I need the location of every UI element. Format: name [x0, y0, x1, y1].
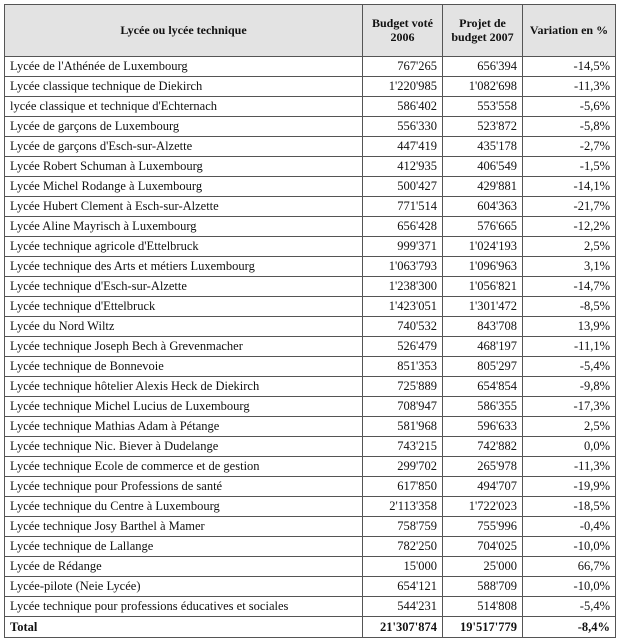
school-name-cell: Lycée de l'Athénée de Luxembourg	[5, 57, 363, 77]
header-projet-2007: Projet de budget 2007	[443, 5, 523, 57]
header-budget-2006: Budget voté 2006	[363, 5, 443, 57]
budget-2006-cell: 743'215	[363, 437, 443, 457]
school-name-cell: Lycée technique Nic. Biever à Dudelange	[5, 437, 363, 457]
projet-2007-cell: 604'363	[443, 197, 523, 217]
projet-2007-cell: 514'808	[443, 597, 523, 617]
table-row	[5, 337, 616, 357]
budget-2006-cell: 758'759	[363, 517, 443, 537]
school-name-cell: Lycée technique d'Esch-sur-Alzette	[5, 277, 363, 297]
table-row	[5, 357, 616, 377]
school-name-cell: Lycée du Nord Wiltz	[5, 317, 363, 337]
projet-2007-cell: 429'881	[443, 177, 523, 197]
school-name-cell: Lycée technique pour professions éducatives et sociales	[5, 597, 363, 617]
projet-2007-cell: 654'854	[443, 377, 523, 397]
table-header-row	[5, 5, 616, 57]
table-row	[5, 177, 616, 197]
projet-2007-cell: 656'394	[443, 57, 523, 77]
variation-cell: -19,9%	[523, 477, 616, 497]
school-name-cell: Lycée Michel Rodange à Luxembourg	[5, 177, 363, 197]
table-row	[5, 597, 616, 617]
budget-2006-cell: 767'265	[363, 57, 443, 77]
table-body	[5, 57, 616, 617]
variation-cell: -10,0%	[523, 537, 616, 557]
budget-2006-cell: 999'371	[363, 237, 443, 257]
table-row	[5, 317, 616, 337]
table-row	[5, 217, 616, 237]
budget-2006-cell: 1'238'300	[363, 277, 443, 297]
budget-2006-cell: 15'000	[363, 557, 443, 577]
variation-cell: -21,7%	[523, 197, 616, 217]
variation-cell: -1,5%	[523, 157, 616, 177]
projet-2007-cell: 553'558	[443, 97, 523, 117]
projet-2007-cell: 755'996	[443, 517, 523, 537]
total-label: Total	[5, 617, 363, 638]
variation-cell: 2,5%	[523, 417, 616, 437]
budget-2006-cell: 725'889	[363, 377, 443, 397]
variation-cell: 3,1%	[523, 257, 616, 277]
variation-cell: -18,5%	[523, 497, 616, 517]
table-row	[5, 77, 616, 97]
table-row	[5, 457, 616, 477]
variation-cell: -10,0%	[523, 577, 616, 597]
table-row	[5, 137, 616, 157]
school-name-cell: Lycée de Rédange	[5, 557, 363, 577]
budget-2006-cell: 500'427	[363, 177, 443, 197]
table-row	[5, 497, 616, 517]
school-name-cell: Lycée technique Ecole de commerce et de gestion	[5, 457, 363, 477]
school-name-cell: Lycée de garçons d'Esch-sur-Alzette	[5, 137, 363, 157]
school-name-cell: Lycée Hubert Clement à Esch-sur-Alzette	[5, 197, 363, 217]
budget-table	[4, 4, 616, 638]
table-row	[5, 157, 616, 177]
variation-cell: -11,3%	[523, 457, 616, 477]
projet-2007-cell: 468'197	[443, 337, 523, 357]
school-name-cell: Lycée technique pour Professions de santé	[5, 477, 363, 497]
budget-2006-cell: 526'479	[363, 337, 443, 357]
projet-2007-cell: 596'633	[443, 417, 523, 437]
projet-2007-cell: 1'024'193	[443, 237, 523, 257]
school-name-cell: Lycée Aline Mayrisch à Luxembourg	[5, 217, 363, 237]
budget-2006-cell: 708'947	[363, 397, 443, 417]
projet-2007-cell: 1'722'023	[443, 497, 523, 517]
school-name-cell: Lycée technique de Lallange	[5, 537, 363, 557]
school-name-cell: Lycée technique Josy Barthel à Mamer	[5, 517, 363, 537]
variation-cell: 2,5%	[523, 237, 616, 257]
budget-2006-cell: 740'532	[363, 317, 443, 337]
table-row	[5, 197, 616, 217]
school-name-cell: lycée classique et technique d'Echternach	[5, 97, 363, 117]
table-row	[5, 517, 616, 537]
variation-cell: -5,8%	[523, 117, 616, 137]
school-name-cell: Lycée technique de Bonnevoie	[5, 357, 363, 377]
variation-cell: -9,8%	[523, 377, 616, 397]
variation-cell: -12,2%	[523, 217, 616, 237]
total-projet-2007: 19'517'779	[443, 617, 523, 638]
school-name-cell: Lycée technique Mathias Adam à Pétange	[5, 417, 363, 437]
variation-cell: -5,4%	[523, 357, 616, 377]
school-name-cell: Lycée-pilote (Neie Lycée)	[5, 577, 363, 597]
school-name-cell: Lycée technique agricole d'Ettelbruck	[5, 237, 363, 257]
school-name-cell: Lycée technique des Arts et métiers Luxembourg	[5, 257, 363, 277]
projet-2007-cell: 588'709	[443, 577, 523, 597]
table-row	[5, 397, 616, 417]
table-row	[5, 477, 616, 497]
budget-2006-cell: 586'402	[363, 97, 443, 117]
table-row	[5, 437, 616, 457]
projet-2007-cell: 1'082'698	[443, 77, 523, 97]
projet-2007-cell: 742'882	[443, 437, 523, 457]
projet-2007-cell: 1'096'963	[443, 257, 523, 277]
budget-2006-cell: 1'220'985	[363, 77, 443, 97]
header-variation: Variation en %	[523, 5, 616, 57]
variation-cell: 13,9%	[523, 317, 616, 337]
table-row	[5, 97, 616, 117]
table-row	[5, 277, 616, 297]
variation-cell: 0,0%	[523, 437, 616, 457]
school-name-cell: Lycée technique d'Ettelbruck	[5, 297, 363, 317]
budget-2006-cell: 654'121	[363, 577, 443, 597]
variation-cell: -14,7%	[523, 277, 616, 297]
variation-cell: -5,4%	[523, 597, 616, 617]
header-school: Lycée ou lycée technique	[5, 5, 363, 57]
total-variation: -8,4%	[523, 617, 616, 638]
budget-2006-cell: 656'428	[363, 217, 443, 237]
budget-2006-cell: 412'935	[363, 157, 443, 177]
budget-2006-cell: 617'850	[363, 477, 443, 497]
variation-cell: -8,5%	[523, 297, 616, 317]
table-row	[5, 237, 616, 257]
projet-2007-cell: 523'872	[443, 117, 523, 137]
school-name-cell: Lycée classique technique de Diekirch	[5, 77, 363, 97]
table-row	[5, 557, 616, 577]
table-row	[5, 57, 616, 77]
table-row	[5, 377, 616, 397]
projet-2007-cell: 1'301'472	[443, 297, 523, 317]
variation-cell: -11,3%	[523, 77, 616, 97]
projet-2007-cell: 265'978	[443, 457, 523, 477]
variation-cell: -17,3%	[523, 397, 616, 417]
projet-2007-cell: 1'056'821	[443, 277, 523, 297]
table-row	[5, 117, 616, 137]
school-name-cell: Lycée de garçons de Luxembourg	[5, 117, 363, 137]
table-row	[5, 537, 616, 557]
school-name-cell: Lycée technique Joseph Bech à Grevenmacher	[5, 337, 363, 357]
variation-cell: 66,7%	[523, 557, 616, 577]
variation-cell: -14,1%	[523, 177, 616, 197]
projet-2007-cell: 494'707	[443, 477, 523, 497]
total-budget-2006: 21'307'874	[363, 617, 443, 638]
school-name-cell: Lycée technique hôtelier Alexis Heck de Diekirch	[5, 377, 363, 397]
budget-2006-cell: 544'231	[363, 597, 443, 617]
budget-2006-cell: 851'353	[363, 357, 443, 377]
budget-2006-cell: 782'250	[363, 537, 443, 557]
table-row	[5, 417, 616, 437]
school-name-cell: Lycée Robert Schuman à Luxembourg	[5, 157, 363, 177]
projet-2007-cell: 576'665	[443, 217, 523, 237]
variation-cell: -5,6%	[523, 97, 616, 117]
projet-2007-cell: 25'000	[443, 557, 523, 577]
table-row	[5, 257, 616, 277]
budget-2006-cell: 581'968	[363, 417, 443, 437]
budget-2006-cell: 299'702	[363, 457, 443, 477]
table-row	[5, 297, 616, 317]
budget-2006-cell: 1'063'793	[363, 257, 443, 277]
projet-2007-cell: 704'025	[443, 537, 523, 557]
budget-2006-cell: 1'423'051	[363, 297, 443, 317]
school-name-cell: Lycée technique du Centre à Luxembourg	[5, 497, 363, 517]
school-name-cell: Lycée technique Michel Lucius de Luxembourg	[5, 397, 363, 417]
table-row	[5, 577, 616, 597]
budget-2006-cell: 771'514	[363, 197, 443, 217]
variation-cell: -0,4%	[523, 517, 616, 537]
budget-2006-cell: 2'113'358	[363, 497, 443, 517]
budget-2006-cell: 556'330	[363, 117, 443, 137]
variation-cell: -14,5%	[523, 57, 616, 77]
total-row	[5, 617, 616, 638]
projet-2007-cell: 406'549	[443, 157, 523, 177]
projet-2007-cell: 435'178	[443, 137, 523, 157]
variation-cell: -2,7%	[523, 137, 616, 157]
projet-2007-cell: 805'297	[443, 357, 523, 377]
projet-2007-cell: 843'708	[443, 317, 523, 337]
budget-2006-cell: 447'419	[363, 137, 443, 157]
projet-2007-cell: 586'355	[443, 397, 523, 417]
variation-cell: -11,1%	[523, 337, 616, 357]
